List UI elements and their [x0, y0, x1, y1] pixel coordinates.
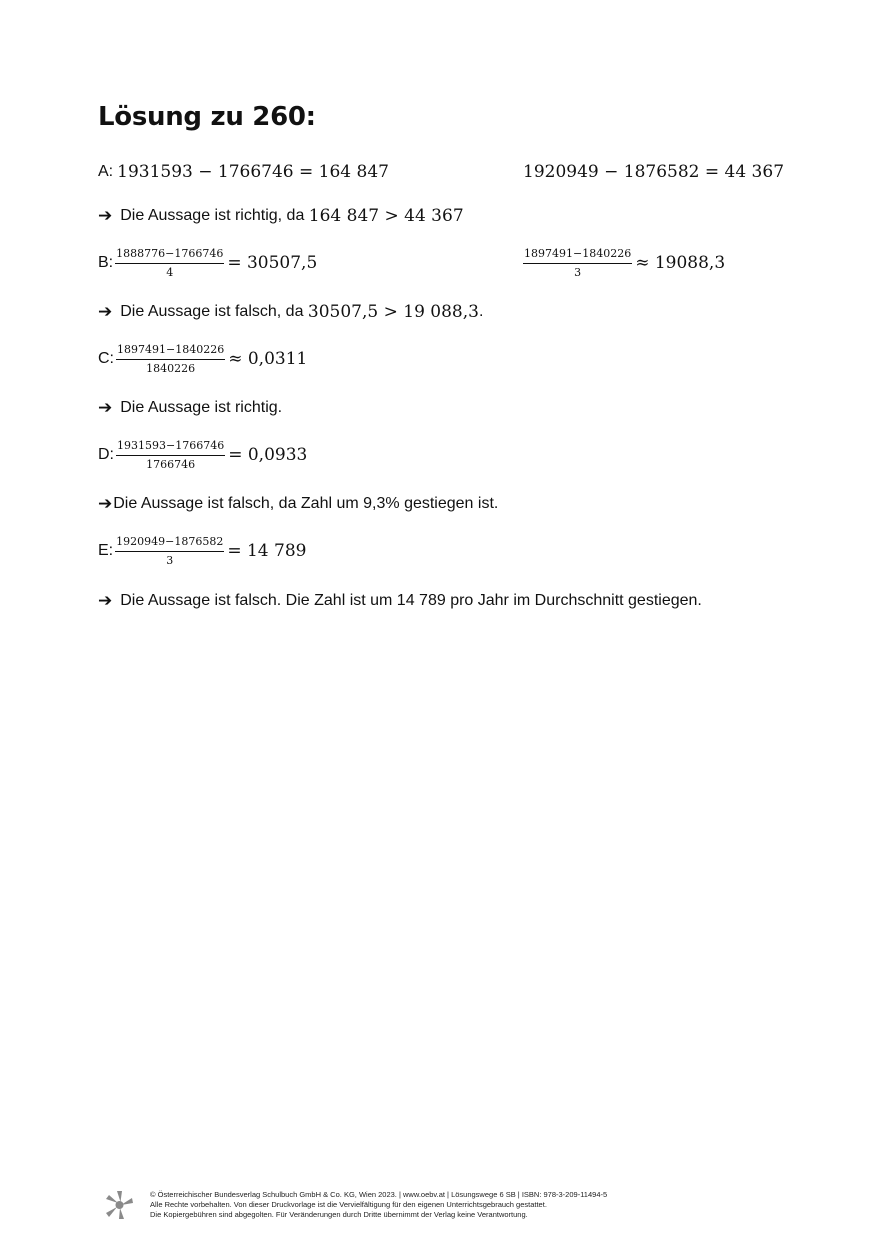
- footer-line-2: Alle Rechte vorbehalten. Von dieser Druckvorlage ist die Vervielfältigung für den eigenen Unterrichtsgebrauch gestattet.: [150, 1200, 547, 1209]
- conclusion-a-math: 164 847 > 44 367: [308, 206, 464, 226]
- line-c: [98, 344, 307, 374]
- publisher-logo-icon: [104, 1190, 134, 1220]
- conclusion-d: [98, 489, 498, 519]
- fraction-e-denominator: 3: [166, 553, 174, 567]
- arrow-right-icon: ➔: [98, 206, 113, 225]
- result-b1: = 30507,5: [227, 253, 318, 273]
- footer-line-3: Die Kopiergebühren sind abgegolten. Für Veränderungen durch Dritte übernimmt der Verlag keine Verantwortung.: [150, 1210, 528, 1219]
- line-a: [98, 157, 798, 187]
- conclusion-b: [98, 297, 483, 327]
- fraction-b2-numerator: 1897491−1840226: [523, 247, 632, 264]
- label-b: B:: [98, 254, 114, 271]
- footer-line-1: © Österreichischer Bundesverlag Schulbuch GmbH & Co. KG, Wien 2023. | www.oebv.at | Lösungswege 6 SB | ISBN: 978-3-209-11494-5: [150, 1190, 608, 1199]
- label-d: D:: [98, 446, 114, 463]
- expression-a2: 1920949 − 1876582 = 44 367: [523, 162, 785, 182]
- conclusion-b-math: 30507,5 > 19 088,3: [307, 302, 479, 322]
- result-d: = 0,0933: [228, 445, 308, 465]
- fraction-b2: [523, 247, 632, 280]
- conclusion-b-end: .: [478, 303, 484, 320]
- line-b: [98, 248, 798, 278]
- arrow-right-icon: ➔: [98, 398, 113, 417]
- fraction-e-numerator: 1920949−1876582: [115, 535, 224, 552]
- fraction-b1-numerator: 1888776−1766746: [115, 247, 224, 264]
- result-b2: ≈ 19088,3: [635, 253, 726, 273]
- line-e: [98, 536, 306, 566]
- fraction-b1-denominator: 4: [166, 265, 174, 279]
- fraction-c-denominator: 1840226: [146, 361, 196, 375]
- fraction-c-numerator: 1897491−1840226: [116, 343, 225, 360]
- arrow-right-icon: ➔: [98, 591, 113, 610]
- result-e: = 14 789: [227, 541, 307, 561]
- conclusion-d-text: Die Aussage ist falsch, da Zahl um 9,3% gestiegen ist.: [113, 495, 499, 512]
- fraction-d: [116, 439, 225, 472]
- fraction-b2-denominator: 3: [574, 265, 582, 279]
- fraction-e: [115, 535, 224, 568]
- fraction-c: [116, 343, 225, 376]
- fraction-b1: [115, 247, 224, 280]
- conclusion-a: [98, 201, 464, 231]
- conclusion-a-text: Die Aussage ist richtig, da: [120, 207, 309, 224]
- label-a: A:: [98, 163, 114, 180]
- conclusion-c-text: Die Aussage ist richtig.: [120, 399, 283, 416]
- conclusion-e: [98, 586, 702, 616]
- expression-b2: [523, 247, 725, 280]
- label-e: E:: [98, 542, 114, 559]
- line-d: [98, 440, 307, 470]
- footer: [150, 1190, 607, 1220]
- conclusion-e-text: Die Aussage ist falsch. Die Zahl ist um 14 789 pro Jahr im Durchschnitt gestiegen.: [120, 592, 702, 609]
- label-c: C:: [98, 350, 114, 367]
- conclusion-c: [98, 393, 282, 423]
- result-c: ≈ 0,0311: [228, 349, 308, 369]
- arrow-right-icon: ➔: [98, 494, 113, 513]
- conclusion-b-text: Die Aussage ist falsch, da: [120, 303, 308, 320]
- fraction-d-numerator: 1931593−1766746: [116, 439, 225, 456]
- fraction-d-denominator: 1766746: [146, 457, 196, 471]
- arrow-right-icon: ➔: [98, 302, 113, 321]
- page-title: Lösung zu 260:: [98, 102, 316, 132]
- expression-a1: 1931593 − 1766746 = 164 847: [117, 162, 389, 182]
